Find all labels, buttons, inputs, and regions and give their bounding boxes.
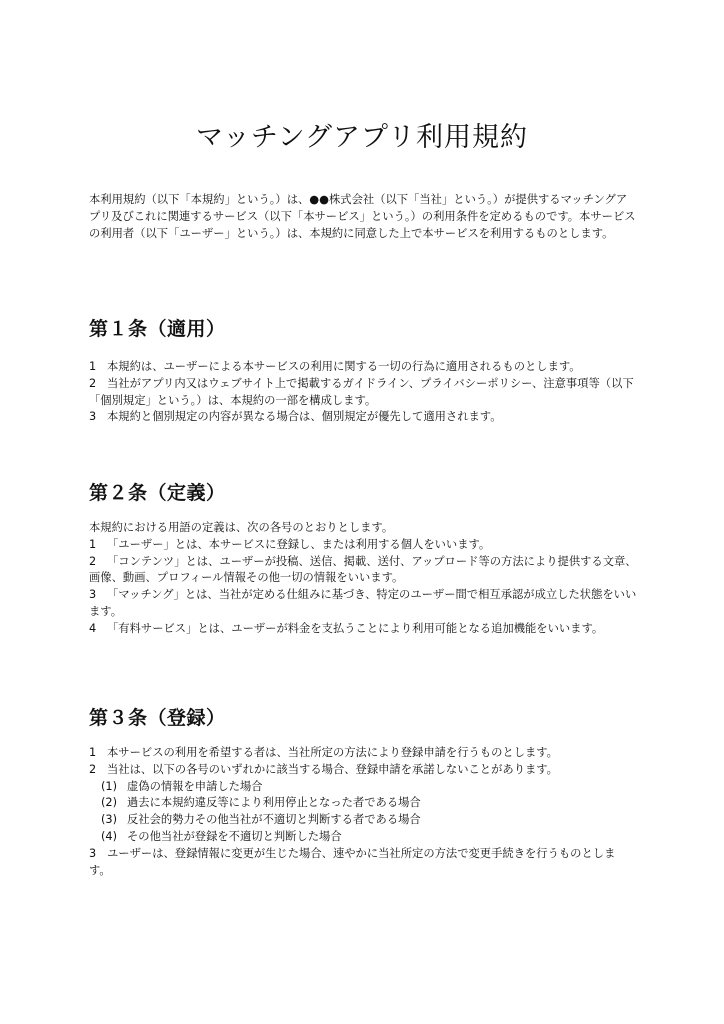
article-2-item-3: 3 「マッチング」とは、当社が定める仕組みに基づき、特定のユーザー間で相互承認が成立した状態をいいます。	[89, 588, 637, 618]
intro-paragraph	[89, 192, 637, 242]
document-title: マッチングアプリ利用規約	[196, 122, 528, 153]
article-2-body	[89, 520, 637, 638]
intro-text: 本利用規約（以下「本規約」という。）は、●●株式会社（以下「当社」という。）が提供するマッチングアプリ及びこれに関連するサービス（以下「本サービス」という。）の利用条件を定めるものです。本サービスの利用者（以下「ユーザー」という。）は、本規約に同意した上で本サービスを利用するものとします。	[89, 193, 636, 240]
article-2-item-2: 2 「コンテンツ」とは、ユーザーが投稿、送信、掲載、送付、アップロード等の方法により提供する文章、画像、動画、プロフィール情報その他一切の情報をいいます。	[89, 554, 637, 585]
article-2-lead: 本規約における用語の定義は、次の各号のとおりとします。	[89, 521, 394, 534]
article-2-heading: 第２条（定義）	[89, 482, 226, 504]
article-3-body	[89, 745, 637, 879]
article-1-item-3: 3 本規約と個別規定の内容が異なる場合は、個別規定が優先して適用されます。	[89, 410, 502, 424]
article-1-item-2: 2 当社がアプリ内又はウェブサイト上で掲載するガイドライン、プライバシーポリシー、注意事項等（以下「個別規定」という。）は、本規約の一部を構成します。	[89, 376, 634, 407]
article-1-body	[89, 359, 637, 426]
article-1-heading: 第１条（適用）	[89, 318, 226, 340]
article-3-subitem-3: (3) 反社会的勢力その他当社が不適切と判断する者である場合	[101, 813, 421, 827]
article-3-item-1: 1 本サービスの利用を希望する者は、当社所定の方法により登録申請を行うものとします。	[89, 746, 558, 759]
article-2-item-4: 4 「有料サービス」とは、ユーザーが料金を支払うことにより利用可能となる追加機能をいいます。	[89, 621, 604, 635]
article-3-subitem-4: (4) その他当社が登録を不適切と判断した場合	[101, 829, 342, 843]
article-3-heading: 第３条（登録）	[89, 707, 226, 729]
article-3-subitem-1: (1) 虚偽の情報を申請した場合	[101, 779, 263, 793]
article-3-item-3: 3 ユーザーは、登録情報に変更が生じた場合、速やかに当社所定の方法で変更手続きを行うものとします。	[89, 846, 616, 877]
article-3-item-2: 2 当社は、以下の各号のいずれかに該当する場合、登録申請を承諾しないことがあります。	[89, 762, 558, 776]
article-3-subitem-2: (2) 過去に本規約違反等により利用停止となった者である場合	[101, 796, 421, 810]
article-2-item-1: 1 「ユーザー」とは、本サービスに登録し、または利用する個人をいいます。	[89, 537, 491, 551]
article-1-item-1: 1 本規約は、ユーザーによる本サービスの利用に関する一切の行為に適用されるものとします。	[89, 360, 581, 373]
